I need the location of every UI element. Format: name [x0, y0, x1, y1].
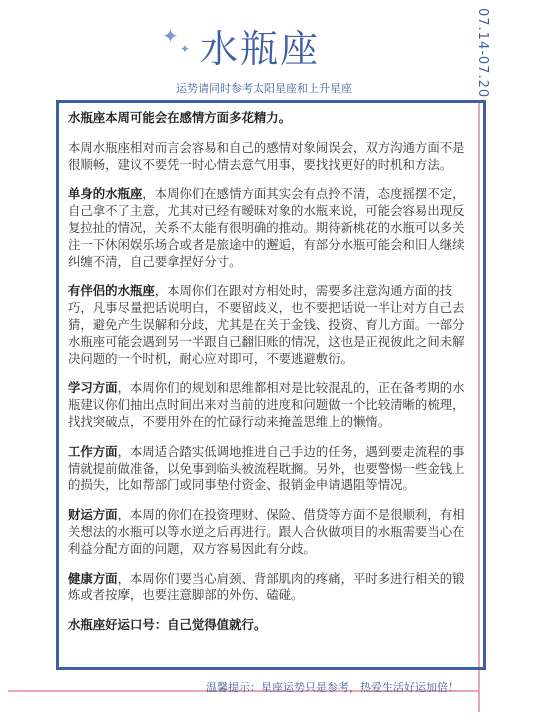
wealth-heading: 财运方面: [68, 507, 118, 523]
paragraph-overview: [68, 140, 472, 174]
horoscope-content: [68, 110, 472, 647]
single-heading: 单身的水瓶座: [68, 186, 143, 202]
paragraph-partnered: [68, 283, 472, 367]
sparkle-icon: ✦: [162, 24, 179, 48]
footer-tip: 温馨提示：星座运势只是参考，热爱生活好运加倍！: [206, 681, 459, 694]
intro-headline: 水瓶座本周可能会在感情方面多花精力。: [68, 110, 292, 125]
partnered-text: ，本周你们在跟对方相处时，需要多注意沟通方面的技巧，凡事尽量把话说明白，不要留歧义，也不要把话说一半让对方自己去猜，避免产生误解和分歧，尤其是在关于金钱、投资、育儿方面。一部分水瓶座可能会遇到另一半跟自己翻旧账的情况，这也是正视彼此之间未解决问题的一个时机，耐心应对即可，不要逃避敷衍。: [68, 283, 465, 366]
page-subtitle: 运势请同时参考太阳星座和上升星座: [176, 82, 352, 95]
sparkle-icon: ✦: [180, 42, 191, 56]
wealth-text: ，本周的你们在投资理财、保险、借贷等方面不是很顺利，有相关想法的水瓶可以等水逆之后再进行。跟人合伙做项目的水瓶需要当心在利益分配方面的问题，双方容易因此有分歧。: [68, 507, 465, 556]
page-title: 水瓶座: [200, 27, 321, 71]
work-text: ，本周适合踏实低调地推进自己手边的任务，遇到要走流程的事情就提前做准备，以免事到临头被流程耽搁。另外，也要警惕一些金钱上的损失，比如帮部门或同事垫付资金、报销金申请遇阻等情况。: [68, 443, 465, 493]
paragraph-wealth: [68, 507, 472, 557]
study-text: ，本周你们的规划和思维都相对是比较混乱的，正在备考期的水瓶建议你们抽出点时间出来对当前的进度和问题做一个比较清晰的梳理，找找突破点，不要用外在的忙碌行动来掩盖思维上的懒惰。: [68, 380, 465, 429]
paragraph-study: [68, 380, 472, 430]
lucky-slogan: 水瓶座好运口号：自己觉得值就行。: [68, 617, 267, 633]
work-heading: 工作方面: [68, 443, 118, 459]
health-heading: 健康方面: [68, 570, 118, 586]
partnered-heading: 有伴侣的水瓶座: [68, 283, 155, 299]
study-heading: 学习方面: [68, 380, 118, 396]
paragraph-work: [68, 444, 472, 494]
paragraph-intro: [68, 110, 472, 127]
health-text: ，本周你们要当心肩颈、背部肌肉的疼痛，平时多进行相关的锻炼或者按摩，也要注意脚部的外伤、磕碰。: [68, 570, 465, 603]
single-text: ，本周你们在感情方面其实会有点拎不清，态度摇摆不定，自己拿不了主意，尤其对已经有暧昧对象的水瓶来说，可能会容易出现反复拉扯的情况，关系不太能有很明确的推动。期待新桃花的水瓶可以多关注一下休闲娱乐场合或者是旅途中的邂逅，有部分水瓶可能会和旧人继续纠缠不清，自己要拿捏好分寸。: [68, 186, 465, 269]
paragraph-single: [68, 186, 472, 270]
date-range: 07.14-07.20: [475, 8, 490, 99]
overview-text: 本周水瓶座相对而言会容易和自己的感情对象闹误会，双方沟通方面不是很顺畅，建议不要凭一时心情去意气用事，要找找更好的时机和方法。: [68, 139, 465, 172]
paragraph-health: [68, 571, 472, 605]
paragraph-slogan: [68, 617, 472, 634]
